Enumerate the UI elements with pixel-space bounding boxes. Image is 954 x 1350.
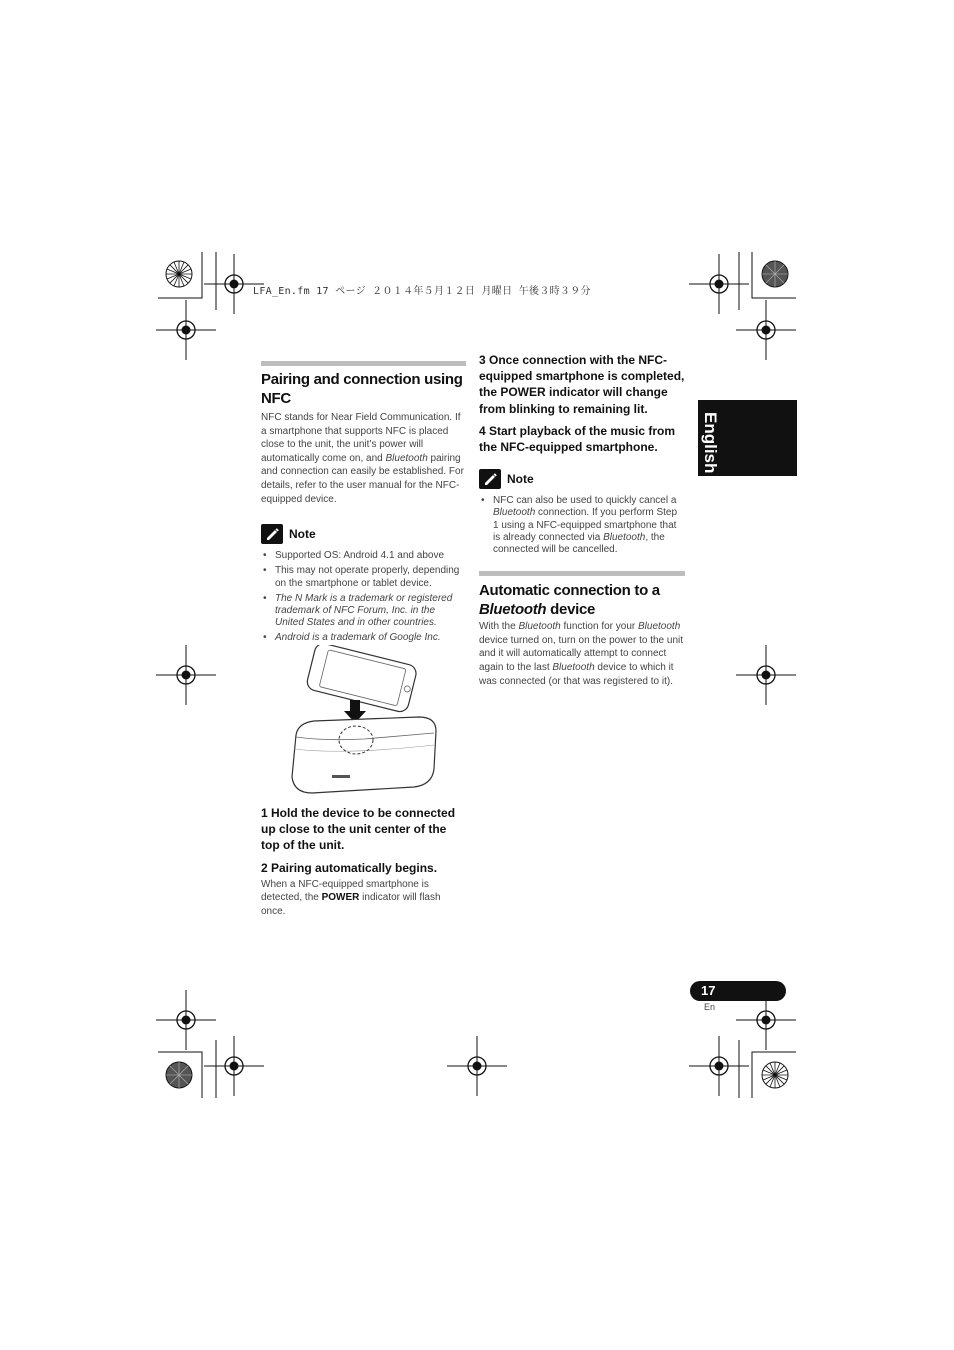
left-column xyxy=(261,361,466,648)
note-header xyxy=(479,469,685,489)
file-header: LFA_En.fm 17 ページ ２０１４年５月１２日 月曜日 午後３時３９分 xyxy=(253,286,591,297)
section-title-auto: Automatic connection to a Bluetooth device xyxy=(479,582,660,619)
note-item: • Supported OS: Android 4.1 and above xyxy=(261,550,466,562)
pencil-icon xyxy=(261,524,283,544)
note-list xyxy=(479,495,685,556)
note-title: Note xyxy=(289,527,316,542)
language-code: En xyxy=(704,1002,716,1012)
note-header xyxy=(261,524,466,544)
auto-connection-text: With the Bluetooth function for your Bluetooth device turned on, turn on the power to the unit and it will automatically attempt to connect again to the last Bluetooth device to which it was connected (or that was registered to it). xyxy=(479,621,684,687)
note-item: • NFC can also be used to quickly cancel a Bluetooth connection. If you perform Step 1 using a NFC-equipped smartphone that is already connected via Bluetooth, the connected will be cancelled. xyxy=(479,495,685,556)
smartphone-drawing xyxy=(305,645,418,713)
language-tab-label: English xyxy=(701,412,720,474)
note-item: • The N Mark is a trademark or registered trademark of NFC Forum, Inc. in the United States and in other countries. xyxy=(261,593,466,630)
section-title-nfc: Pairing and connection using NFC xyxy=(261,371,463,407)
note-title: Note xyxy=(507,472,534,487)
section-rule xyxy=(479,571,685,576)
note-list xyxy=(261,550,466,644)
step-1: 1 Hold the device to be connected up close to the unit center of the top of the unit. xyxy=(261,806,456,853)
step-4: 4 Start playback of the music from the NFC-equipped smartphone. xyxy=(479,423,676,455)
left-steps xyxy=(261,805,466,919)
pencil-icon xyxy=(479,469,501,489)
step-3: 3 Once connection with the NFC-equipped smartphone is completed, the POWER indicator will change from blinking to remaining lit. xyxy=(479,353,685,416)
step-2: 2 Pairing automatically begins. xyxy=(261,860,438,875)
note-item: • Android is a trademark of Google Inc. xyxy=(261,632,466,644)
nfc-intro: NFC stands for Near Field Communication. If a smartphone that supports NFC is placed close to the unit, the unit’s power will automatically come on, and Bluetooth pairing and connection can easily be established. For details, refer to the user manual for the NFC-equipped device. xyxy=(261,412,464,505)
section-rule xyxy=(261,361,466,366)
nfc-illustration xyxy=(284,645,444,795)
note-item: • This may not operate properly, depending on the smartphone or tablet device. xyxy=(261,565,466,589)
step-2-detail: When a NFC-equipped smartphone is detected, the POWER indicator will flash once. xyxy=(261,878,441,917)
page-number: 17 xyxy=(690,981,786,1001)
right-column xyxy=(479,352,685,688)
